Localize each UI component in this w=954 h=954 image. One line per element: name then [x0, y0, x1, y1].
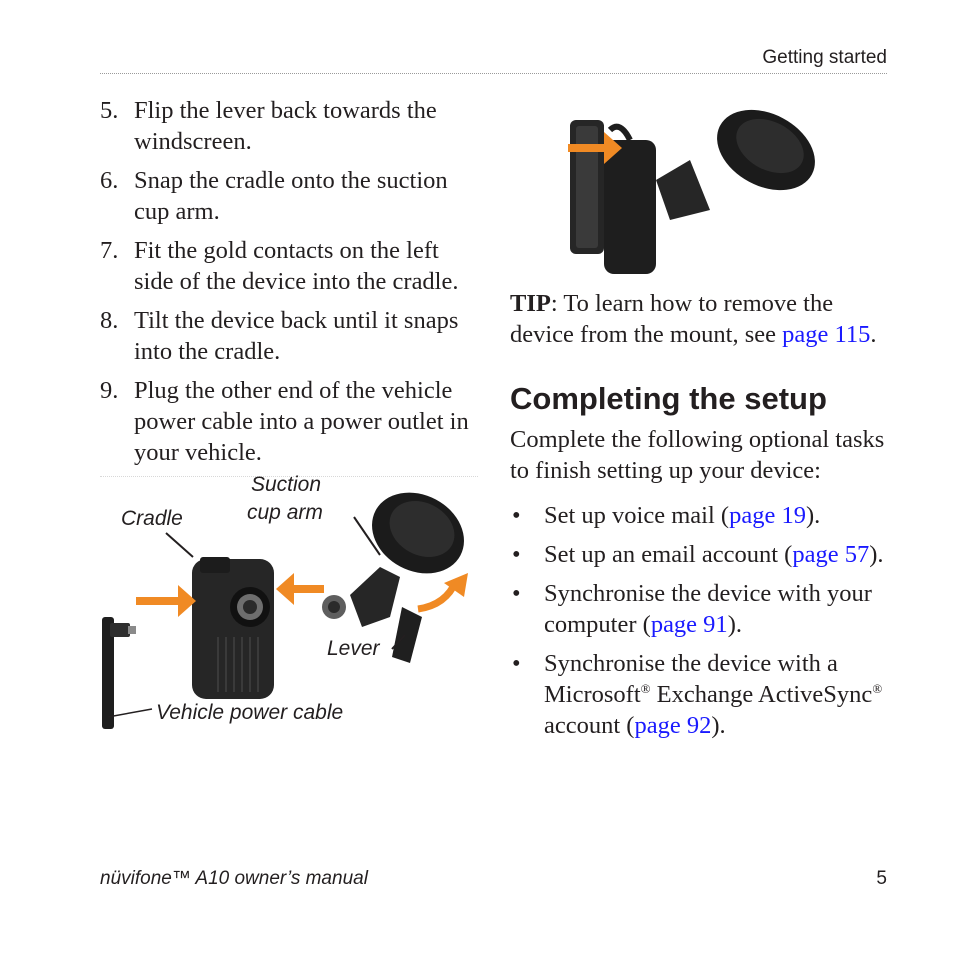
step-item — [100, 235, 478, 297]
step-text: Tilt the device back until it snaps into the cradle. — [134, 307, 459, 365]
step-text: Flip the lever back towards the windscreen. — [134, 97, 437, 155]
step-text: Plug the other end of the vehicle power cable into a power outlet in your vehicle. — [134, 377, 469, 466]
task-item — [510, 648, 890, 741]
tip-end: . — [870, 321, 877, 348]
section-intro: Complete the following optional tasks to finish setting up your device: — [510, 426, 885, 484]
bullet-marker: • — [512, 580, 521, 607]
step-item — [100, 305, 478, 367]
device-in-mount-illustration — [560, 100, 830, 278]
cradle-label: Cradle — [121, 507, 183, 530]
orange-arrows — [136, 573, 468, 617]
step-text: Fit the gold contacts on the left side of the device into the cradle. — [134, 237, 459, 295]
step-number: 5. — [100, 97, 119, 124]
step-item — [100, 95, 478, 157]
task-text: Synchronise the device with a Microsoft — [544, 650, 838, 708]
page-link[interactable]: page 92 — [634, 712, 712, 739]
registered-mark: ® — [872, 681, 883, 696]
bullet-marker: • — [512, 502, 521, 529]
power-cable-label: Vehicle power cable — [156, 701, 344, 724]
steps-list — [100, 95, 478, 468]
right-column — [510, 288, 890, 749]
task-text-end: ). — [869, 541, 884, 568]
device-in-mount-figure — [560, 100, 830, 278]
task-text: Set up an email account ( — [544, 541, 793, 568]
bullet-marker: • — [512, 650, 521, 677]
suction-label-line1: Suction — [251, 473, 322, 496]
running-header: Getting started — [762, 47, 887, 68]
task-text: Exchange ActiveSync — [650, 681, 873, 708]
tasks-list — [510, 500, 890, 741]
step-number: 9. — [100, 377, 119, 404]
tip-label: TIP — [510, 290, 551, 317]
step-number: 7. — [100, 237, 119, 264]
footer-page-number: 5 — [876, 868, 887, 889]
task-text-end: ). — [805, 502, 821, 529]
task-item — [510, 539, 890, 570]
lever-label: Lever — [327, 637, 380, 660]
page-link[interactable]: page 57 — [792, 541, 870, 568]
step-item — [100, 165, 478, 227]
cradle-drawing — [166, 533, 274, 699]
suction-mount-drawing — [656, 100, 829, 220]
left-column — [100, 95, 478, 476]
registered-mark: ® — [640, 681, 651, 696]
mount-assembly-figure — [100, 473, 478, 732]
page-link[interactable]: page 19 — [729, 502, 806, 529]
footer-manual-title: nüvifone™ A10 owner’s manual — [100, 868, 368, 889]
suction-label-line2: cup arm — [247, 501, 323, 524]
step-number: 8. — [100, 307, 119, 334]
task-item — [510, 500, 890, 531]
tip-paragraph — [510, 288, 890, 350]
task-text-end: ). — [727, 611, 742, 638]
task-text-end: ). — [711, 712, 726, 739]
task-text: account ( — [544, 712, 635, 739]
page-link[interactable]: page 91 — [650, 611, 728, 638]
header-rule — [100, 73, 887, 74]
tip-page-link[interactable]: page 115 — [782, 321, 871, 348]
step-text: Snap the cradle onto the suction cup arm. — [134, 167, 448, 225]
task-text: Synchronise the device with your computer ( — [544, 580, 872, 638]
section-title: Completing the setup — [510, 381, 827, 416]
task-item — [510, 578, 890, 640]
tip-text: : To learn how to remove the device from the mount, see — [510, 290, 834, 348]
task-text: Set up voice mail ( — [544, 502, 730, 529]
step-number: 6. — [100, 167, 119, 194]
power-cable-drawing — [102, 617, 152, 729]
bullet-marker: • — [512, 541, 521, 568]
step-item — [100, 375, 478, 468]
